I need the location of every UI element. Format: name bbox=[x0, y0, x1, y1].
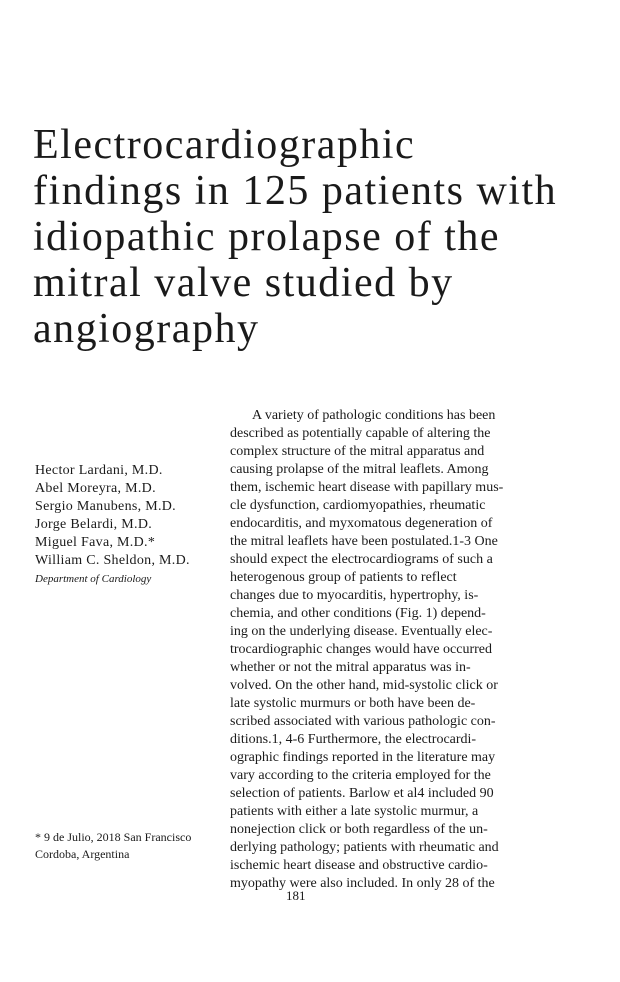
body-line: ographic findings reported in the literature may bbox=[230, 750, 496, 765]
address-line: * 9 de Julio, 2018 San Francisco bbox=[35, 830, 192, 844]
body-line: scribed associated with various pathologic con- bbox=[230, 714, 496, 729]
title-line: findings in 125 patients with bbox=[33, 168, 558, 214]
author-name: Miguel Fava, M.D.* bbox=[35, 535, 156, 550]
body-line: changes due to myocarditis, hypertrophy, is- bbox=[230, 588, 479, 603]
body-line: myopathy were also included. In only 28 of the bbox=[230, 876, 495, 891]
body-line: late systolic murmurs or both have been de- bbox=[230, 696, 476, 711]
body-line: complex structure of the mitral apparatus and bbox=[230, 444, 485, 459]
body-line: derlying pathology; patients with rheumatic and bbox=[230, 840, 499, 855]
author-list bbox=[35, 462, 235, 570]
body-line: the mitral leaflets have been postulated.1-3 One bbox=[230, 534, 498, 549]
body-line: selection of patients. Barlow et al4 included 90 bbox=[230, 786, 494, 801]
body-line: chemia, and other conditions (Fig. 1) depend- bbox=[230, 606, 486, 621]
body-line: them, ischemic heart disease with papillary mus- bbox=[230, 480, 504, 495]
body-line: ditions.1, 4-6 Furthermore, the electrocardi- bbox=[230, 732, 477, 747]
author-name: Abel Moreyra, M.D. bbox=[35, 481, 156, 496]
address-line: Cordoba, Argentina bbox=[35, 847, 130, 861]
author-name: Jorge Belardi, M.D. bbox=[35, 517, 153, 532]
body-line: should expect the electrocardiograms of such a bbox=[230, 552, 493, 567]
body-line: ing on the underlying disease. Eventually elec- bbox=[230, 624, 493, 639]
title-line: angiography bbox=[33, 306, 260, 352]
body-text-column bbox=[230, 407, 590, 893]
body-line: cle dysfunction, cardiomyopathies, rheumatic bbox=[230, 498, 486, 513]
body-line: ischemic heart disease and obstructive cardio- bbox=[230, 858, 488, 873]
author-address bbox=[35, 829, 225, 863]
body-line: causing prolapse of the mitral leaflets. Among bbox=[230, 462, 489, 477]
author-name: Sergio Manubens, M.D. bbox=[35, 499, 176, 514]
author-name: William C. Sheldon, M.D. bbox=[35, 553, 190, 568]
body-line: heterogenous group of patients to reflect bbox=[230, 570, 457, 585]
body-line: endocarditis, and myxomatous degeneration of bbox=[230, 516, 493, 531]
article-title bbox=[33, 122, 593, 352]
body-line: volved. On the other hand, mid-systolic click or bbox=[230, 678, 498, 693]
author-name: Hector Lardani, M.D. bbox=[35, 463, 163, 478]
body-line: A variety of pathologic conditions has been bbox=[252, 408, 496, 423]
page-number: 181 bbox=[286, 888, 306, 903]
title-line: mitral valve studied by bbox=[33, 260, 454, 306]
body-line: vary according to the criteria employed for the bbox=[230, 768, 491, 783]
body-line: whether or not the mitral apparatus was in- bbox=[230, 660, 471, 675]
title-line: idiopathic prolapse of the bbox=[33, 214, 501, 260]
title-line: Electrocardiographic bbox=[33, 122, 416, 168]
department-affiliation: Department of Cardiology bbox=[35, 573, 152, 585]
body-line: trocardiographic changes would have occurred bbox=[230, 642, 492, 657]
body-line: described as potentially capable of altering the bbox=[230, 426, 491, 441]
body-line: patients with either a late systolic murmur, a bbox=[230, 804, 479, 819]
body-line: nonejection click or both regardless of the un- bbox=[230, 822, 488, 837]
